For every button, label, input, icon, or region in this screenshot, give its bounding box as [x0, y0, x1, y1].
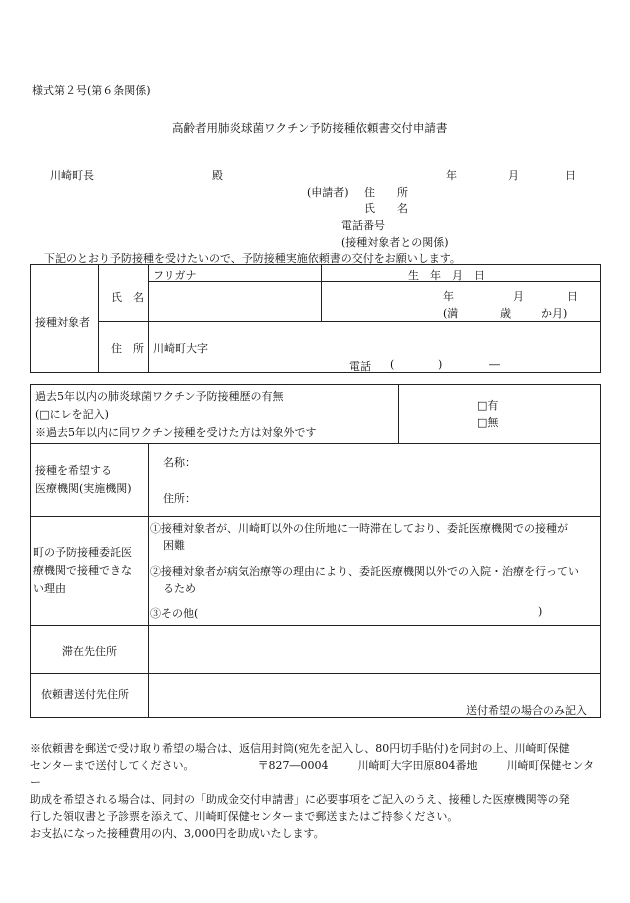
birth-label: 生 年 月 日	[408, 269, 485, 282]
application-table	[30, 264, 601, 718]
note-line-4: 行した領収書と予診票を添えて、川崎町保健センターまで郵送またはご持参ください。	[30, 810, 459, 823]
note-zip: 〒827―0004	[257, 759, 329, 772]
address-label-cell	[99, 322, 149, 373]
reason-options-cell[interactable]	[149, 517, 601, 626]
note-line-2	[30, 757, 605, 791]
recipient-name: 川崎町長	[50, 169, 94, 182]
note-line-1: ※依頼書を郵送で受け取り希望の場合は、返信用封筒(宛先を記入し、80円切手貼付)を同封の上、川崎町保健	[30, 742, 570, 755]
applicant-name-label: 氏 名	[364, 202, 408, 215]
name-input-cell[interactable]	[149, 282, 322, 322]
applicant-label: (申請者)	[307, 186, 349, 199]
intro-text: 下記のとおり予防接種を受けたいので、予防接種実施依頼書の交付をお願いします。	[44, 252, 461, 265]
history-line-3: ※過去5年以内に同ワクチン接種を受けた方は対象外です	[35, 426, 317, 439]
phone-open: (	[390, 358, 395, 371]
history-line-2: (□にレを記入)	[35, 408, 109, 421]
furigana-cell[interactable]	[149, 265, 322, 282]
birthdate-cell[interactable]	[322, 282, 601, 322]
institution-address-label: 住所：	[163, 492, 196, 505]
date-day: 日	[565, 169, 576, 182]
birth-day: 日	[567, 290, 578, 303]
birth-label-cell	[322, 265, 601, 282]
age-unit: 歳	[500, 307, 511, 320]
history-choice-cell	[399, 385, 601, 444]
history-cell	[31, 385, 399, 444]
reason-1-line-1[interactable]: ①接種対象者が、川崎町以外の住所地に一時滞在しており、委託医療機関での接種が	[150, 522, 568, 535]
reason-3-close: )	[538, 605, 543, 618]
send-input-cell[interactable]	[149, 674, 601, 718]
subject-label: 接種対象者	[35, 316, 90, 329]
institution-input-cell[interactable]	[149, 444, 601, 517]
reason-label-3: い理由	[33, 582, 66, 595]
address-input-cell[interactable]	[149, 322, 601, 373]
note-line-5: お支払になった接種費用の内、3,000円を助成いたします。	[30, 827, 325, 840]
name-label-cell	[99, 265, 149, 322]
address-value: 川崎町大字	[153, 342, 208, 355]
stay-input-cell[interactable]	[149, 626, 601, 674]
reason-3[interactable]: ③その他(	[150, 607, 199, 620]
institution-name-label: 名称：	[163, 456, 196, 469]
send-label-cell	[31, 674, 149, 718]
institution-label-2: 医療機関(実施機関)	[35, 482, 132, 495]
send-label: 依頼書送付先住所	[41, 688, 129, 701]
recipient-honorific: 殿	[212, 169, 223, 182]
history-line-1: 過去5年以内の肺炎球菌ワクチン予防接種歴の有無	[35, 390, 284, 403]
age-close: か月)	[541, 307, 568, 320]
applicant-relation-label: (接種対象者との関係)	[341, 236, 449, 249]
applicant-phone-label: 電話番号	[341, 219, 385, 232]
stay-label-cell	[31, 626, 149, 674]
birth-month: 月	[513, 290, 524, 303]
form-number: 様式第２号(第６条関係)	[32, 84, 151, 97]
date-month: 月	[508, 169, 519, 182]
note-line-3: 助成を希望される場合は、同封の「助成金交付申請書」に必要事項をご記入のうえ、接種した医療機関等の発	[30, 793, 570, 806]
table-gap	[31, 373, 601, 385]
date-year: 年	[446, 169, 457, 182]
notes-block	[30, 740, 605, 842]
furigana-label: フリガナ	[153, 269, 197, 282]
phone-close: )	[438, 358, 443, 371]
reason-label-cell	[31, 517, 149, 626]
note-center: 川崎町保健センター	[30, 759, 595, 789]
address-label: 住 所	[111, 342, 144, 355]
reason-label-1: 町の予防接種委託医	[33, 546, 132, 559]
history-has-checkbox[interactable]: □有	[477, 399, 499, 412]
birth-year: 年	[443, 290, 454, 303]
history-none-checkbox[interactable]: □無	[477, 416, 499, 429]
note-line-2-text: センターまで送付してください。	[30, 759, 195, 772]
age-open: (満	[443, 307, 459, 320]
reason-1-line-2: 困難	[163, 539, 185, 552]
phone-dash: ―	[489, 358, 500, 371]
reason-2-line-2: るため	[163, 582, 196, 595]
page-title: 高齢者用肺炎球菌ワクチン予防接種依頼書交付申請書	[172, 121, 448, 135]
phone-label: 電話	[349, 360, 371, 373]
subject-label-cell	[31, 265, 99, 373]
stay-label: 滞在先住所	[62, 645, 117, 658]
note-address: 川崎町大字田原804番地	[357, 759, 478, 772]
reason-label-2: 療機関で接種できな	[33, 564, 132, 577]
reason-2-line-1[interactable]: ②接種対象者が病気治療等の理由により、委託医療機関以外での入院・治療を行ってい	[150, 565, 579, 578]
institution-label-1: 接種を希望する	[35, 464, 112, 477]
institution-label-cell	[31, 444, 149, 517]
applicant-address-label: 住 所	[364, 186, 408, 199]
send-note: 送付希望の場合のみ記入	[466, 704, 587, 717]
name-label: 氏 名	[111, 291, 144, 304]
